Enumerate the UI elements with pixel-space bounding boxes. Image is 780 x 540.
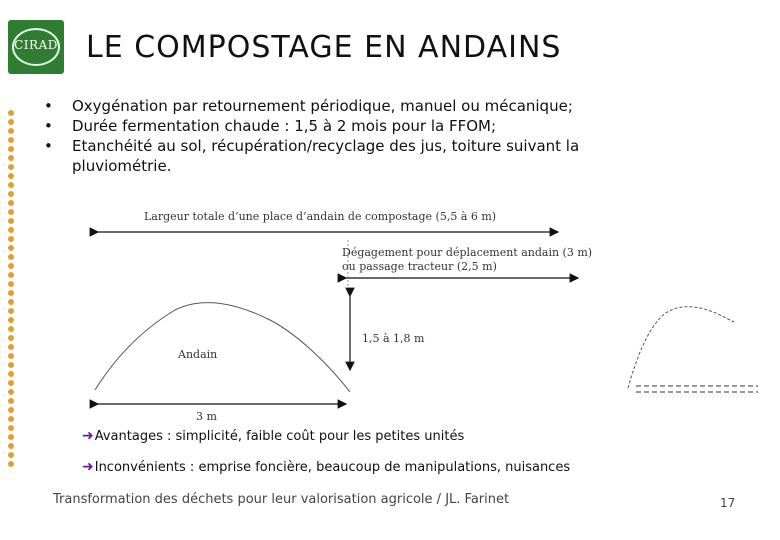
logo-text: CIRAD: [14, 38, 58, 52]
page-number: 17: [720, 496, 736, 510]
windrow-diagram: [80, 200, 760, 430]
cirad-logo: [8, 20, 64, 74]
advantages-note: [82, 428, 464, 444]
bullet-item: • Oxygénation par retournement périodique, manuel ou mécanique;: [44, 96, 654, 116]
arrow-right-icon: ➜: [82, 459, 94, 475]
bullet-item: • Durée fermentation chaude : 1,5 à 2 mois pour la FFOM;: [44, 116, 654, 136]
arrow-right-icon: ➜: [82, 428, 94, 444]
bullet-list: [44, 96, 654, 176]
total-width-label: Largeur totale d’une place d’andain de compostage (5,5 à 6 m): [144, 210, 497, 223]
slide-title: LE COMPOSTAGE EN ANDAINS: [86, 30, 562, 65]
advantages-text: Avantages : simplicité, faible coût pour les petites unités: [94, 429, 465, 444]
clearance-label-2: ou passage tracteur (2,5 m): [342, 260, 497, 273]
drawbacks-note: [82, 459, 570, 475]
windrow-label: Andain: [178, 348, 218, 361]
windrow-diagram-svg: [80, 200, 760, 430]
windrow-profile: [95, 303, 350, 392]
bullet-item: • Etanchéité au sol, récupération/recyclage des jus, toiture suivant la pluviométrie.: [44, 136, 654, 176]
clearance-label-1: Dégagement pour déplacement andain (3 m): [342, 246, 593, 259]
drawbacks-text: Inconvénients : emprise foncière, beaucoup de manipulations, nuisances: [94, 460, 571, 475]
base-width-label: 3 m: [196, 410, 217, 423]
decorative-dot-column: [8, 110, 16, 480]
next-windrow-profile: [628, 307, 734, 388]
slide-footer: Transformation des déchets pour leur valorisation agricole / JL. Farinet: [53, 492, 510, 507]
height-label: 1,5 à 1,8 m: [362, 332, 425, 345]
